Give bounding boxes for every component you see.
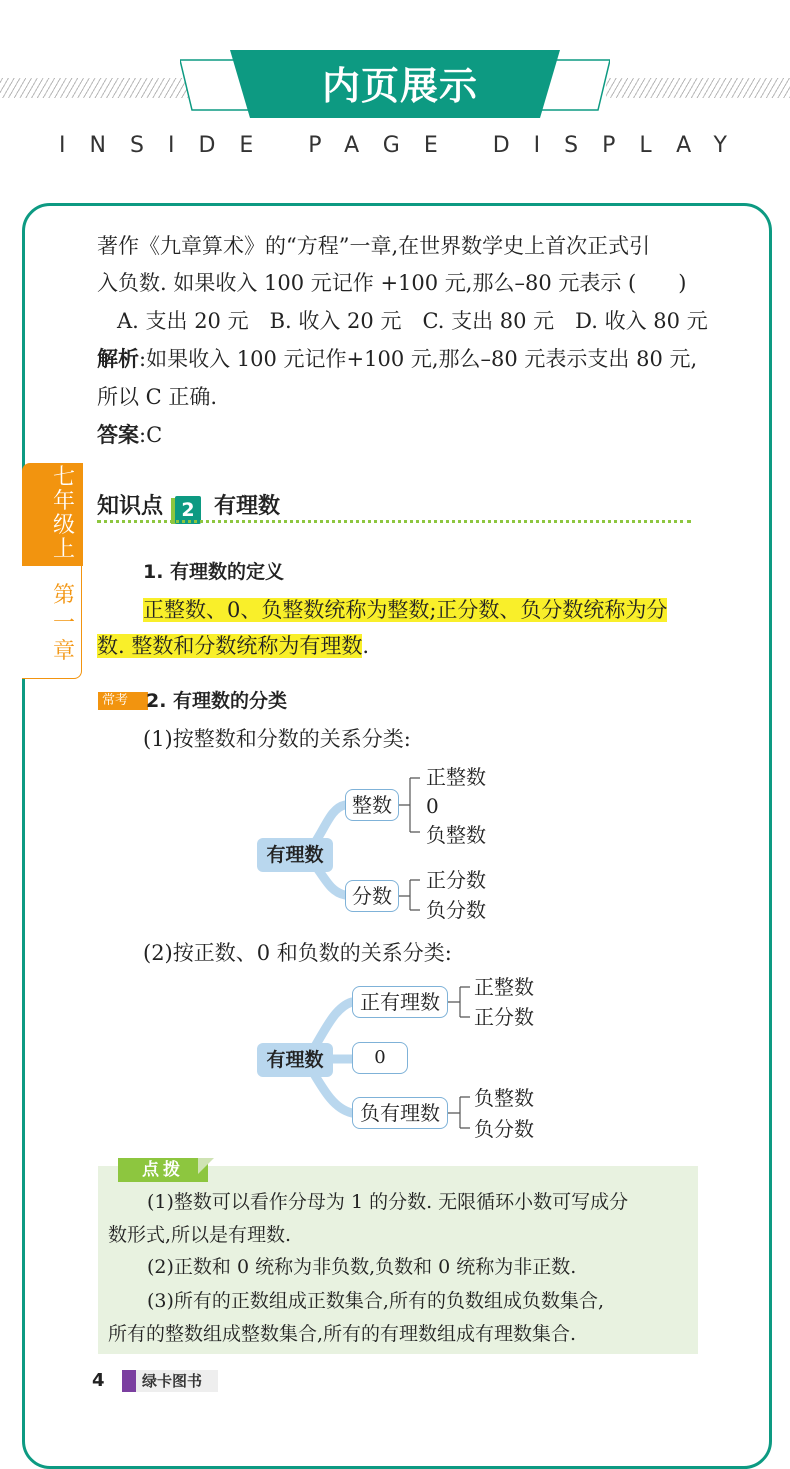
definition-line-2: [97, 627, 699, 665]
tree2-root: 有理数: [257, 1043, 333, 1077]
tree2-leaf-positive-fraction: 正分数: [474, 1005, 534, 1029]
tree1-node-integer: 整数: [345, 789, 399, 821]
tip-line-1: (1)整数可以看作分母为 1 的分数. 无限循环小数可写成分: [147, 1191, 629, 1213]
brand-name: 绿卡图书: [142, 1372, 203, 1390]
question-line-1: 著作《九章算术》的“方程”一章,在世界数学史上首次正式引: [97, 234, 651, 258]
question-line-2: 入负数. 如果收入 100 元记作 +100 元,那么–80 元表示 ( ): [97, 271, 687, 295]
knowledge-point-number: 2: [175, 496, 201, 524]
tree2-leaf-positive-integer: 正整数: [474, 975, 534, 999]
tip-label: 点拨: [118, 1158, 208, 1182]
analysis-line-1: [97, 340, 699, 378]
grade-tab-label: 七年级上: [52, 465, 75, 562]
brand-mark-icon: [122, 1370, 136, 1392]
page-subtitle: INSIDE PAGE DISPLAY: [59, 133, 751, 158]
tree2-node-zero: 0: [352, 1042, 408, 1074]
answer-line: [97, 416, 699, 454]
brand-logo: [122, 1370, 218, 1392]
tip-line-2: 数形式,所以是有理数.: [108, 1224, 292, 1246]
definition-line-2-end: .: [362, 634, 370, 658]
knowledge-point-title: 有理数: [214, 494, 281, 519]
tree1-leaf-positive-fraction: 正分数: [426, 868, 486, 892]
answer-value: :C: [139, 423, 163, 447]
page-title: 内页展示: [321, 64, 478, 108]
tree2-node-positive: 正有理数: [352, 986, 448, 1018]
header-hatch-left: [0, 78, 188, 98]
tree1-leaf-negative-integer: 负整数: [426, 823, 486, 847]
classification-1-label: (1)按整数和分数的关系分类:: [143, 727, 411, 751]
page-number: 4: [92, 1370, 105, 1391]
analysis-label: 解析: [97, 347, 139, 371]
tree1-leaf-zero: 0: [426, 794, 439, 818]
analysis-line-2: 所以 C 正确.: [97, 385, 218, 409]
section1-heading: 1. 有理数的定义: [143, 561, 285, 583]
analysis-text: :如果收入 100 元记作+100 元,那么–80 元表示支出 80 元,: [139, 347, 698, 371]
tip-line-5: 所有的整数组成整数集合,所有的有理数组成有理数集合.: [108, 1323, 577, 1345]
common-exam-tag: 常考: [98, 692, 148, 710]
tree2-leaf-negative-fraction: 负分数: [474, 1117, 534, 1141]
knowledge-point-prefix: 知识点: [97, 494, 164, 519]
tree2-node-negative: 负有理数: [352, 1097, 448, 1129]
definition-line-1: [143, 591, 745, 629]
tip-line-4: (3)所有的正数组成正数集合,所有的负数组成负数集合,: [147, 1290, 604, 1312]
tree1-leaf-positive-integer: 正整数: [426, 765, 486, 789]
definition-line-1-text: 正整数、0、负整数统称为整数;正分数、负分数统称为分: [143, 598, 668, 622]
knowledge-point-divider: [97, 520, 691, 523]
definition-line-2-text: 数. 整数和分数统称为有理数: [97, 634, 363, 658]
tip-line-3: (2)正数和 0 统称为非负数,负数和 0 统称为非正数.: [147, 1256, 577, 1278]
tree2-leaf-negative-integer: 负整数: [474, 1086, 534, 1110]
question-options: A. 支出 20 元 B. 收入 20 元 C. 支出 80 元 D. 收入 80 元: [117, 309, 708, 333]
section2-heading: 2. 有理数的分类: [146, 690, 288, 712]
answer-label: 答案: [97, 423, 139, 447]
tree1-root: 有理数: [257, 838, 333, 872]
tip-label-corner: [198, 1158, 214, 1174]
header-hatch-right: [606, 78, 790, 98]
chapter-tab-label: 第一章: [52, 583, 75, 664]
tree1-node-fraction: 分数: [345, 880, 399, 912]
tree1-leaf-negative-fraction: 负分数: [426, 898, 486, 922]
classification-2-label: (2)按正数、0 和负数的关系分类:: [143, 941, 452, 965]
